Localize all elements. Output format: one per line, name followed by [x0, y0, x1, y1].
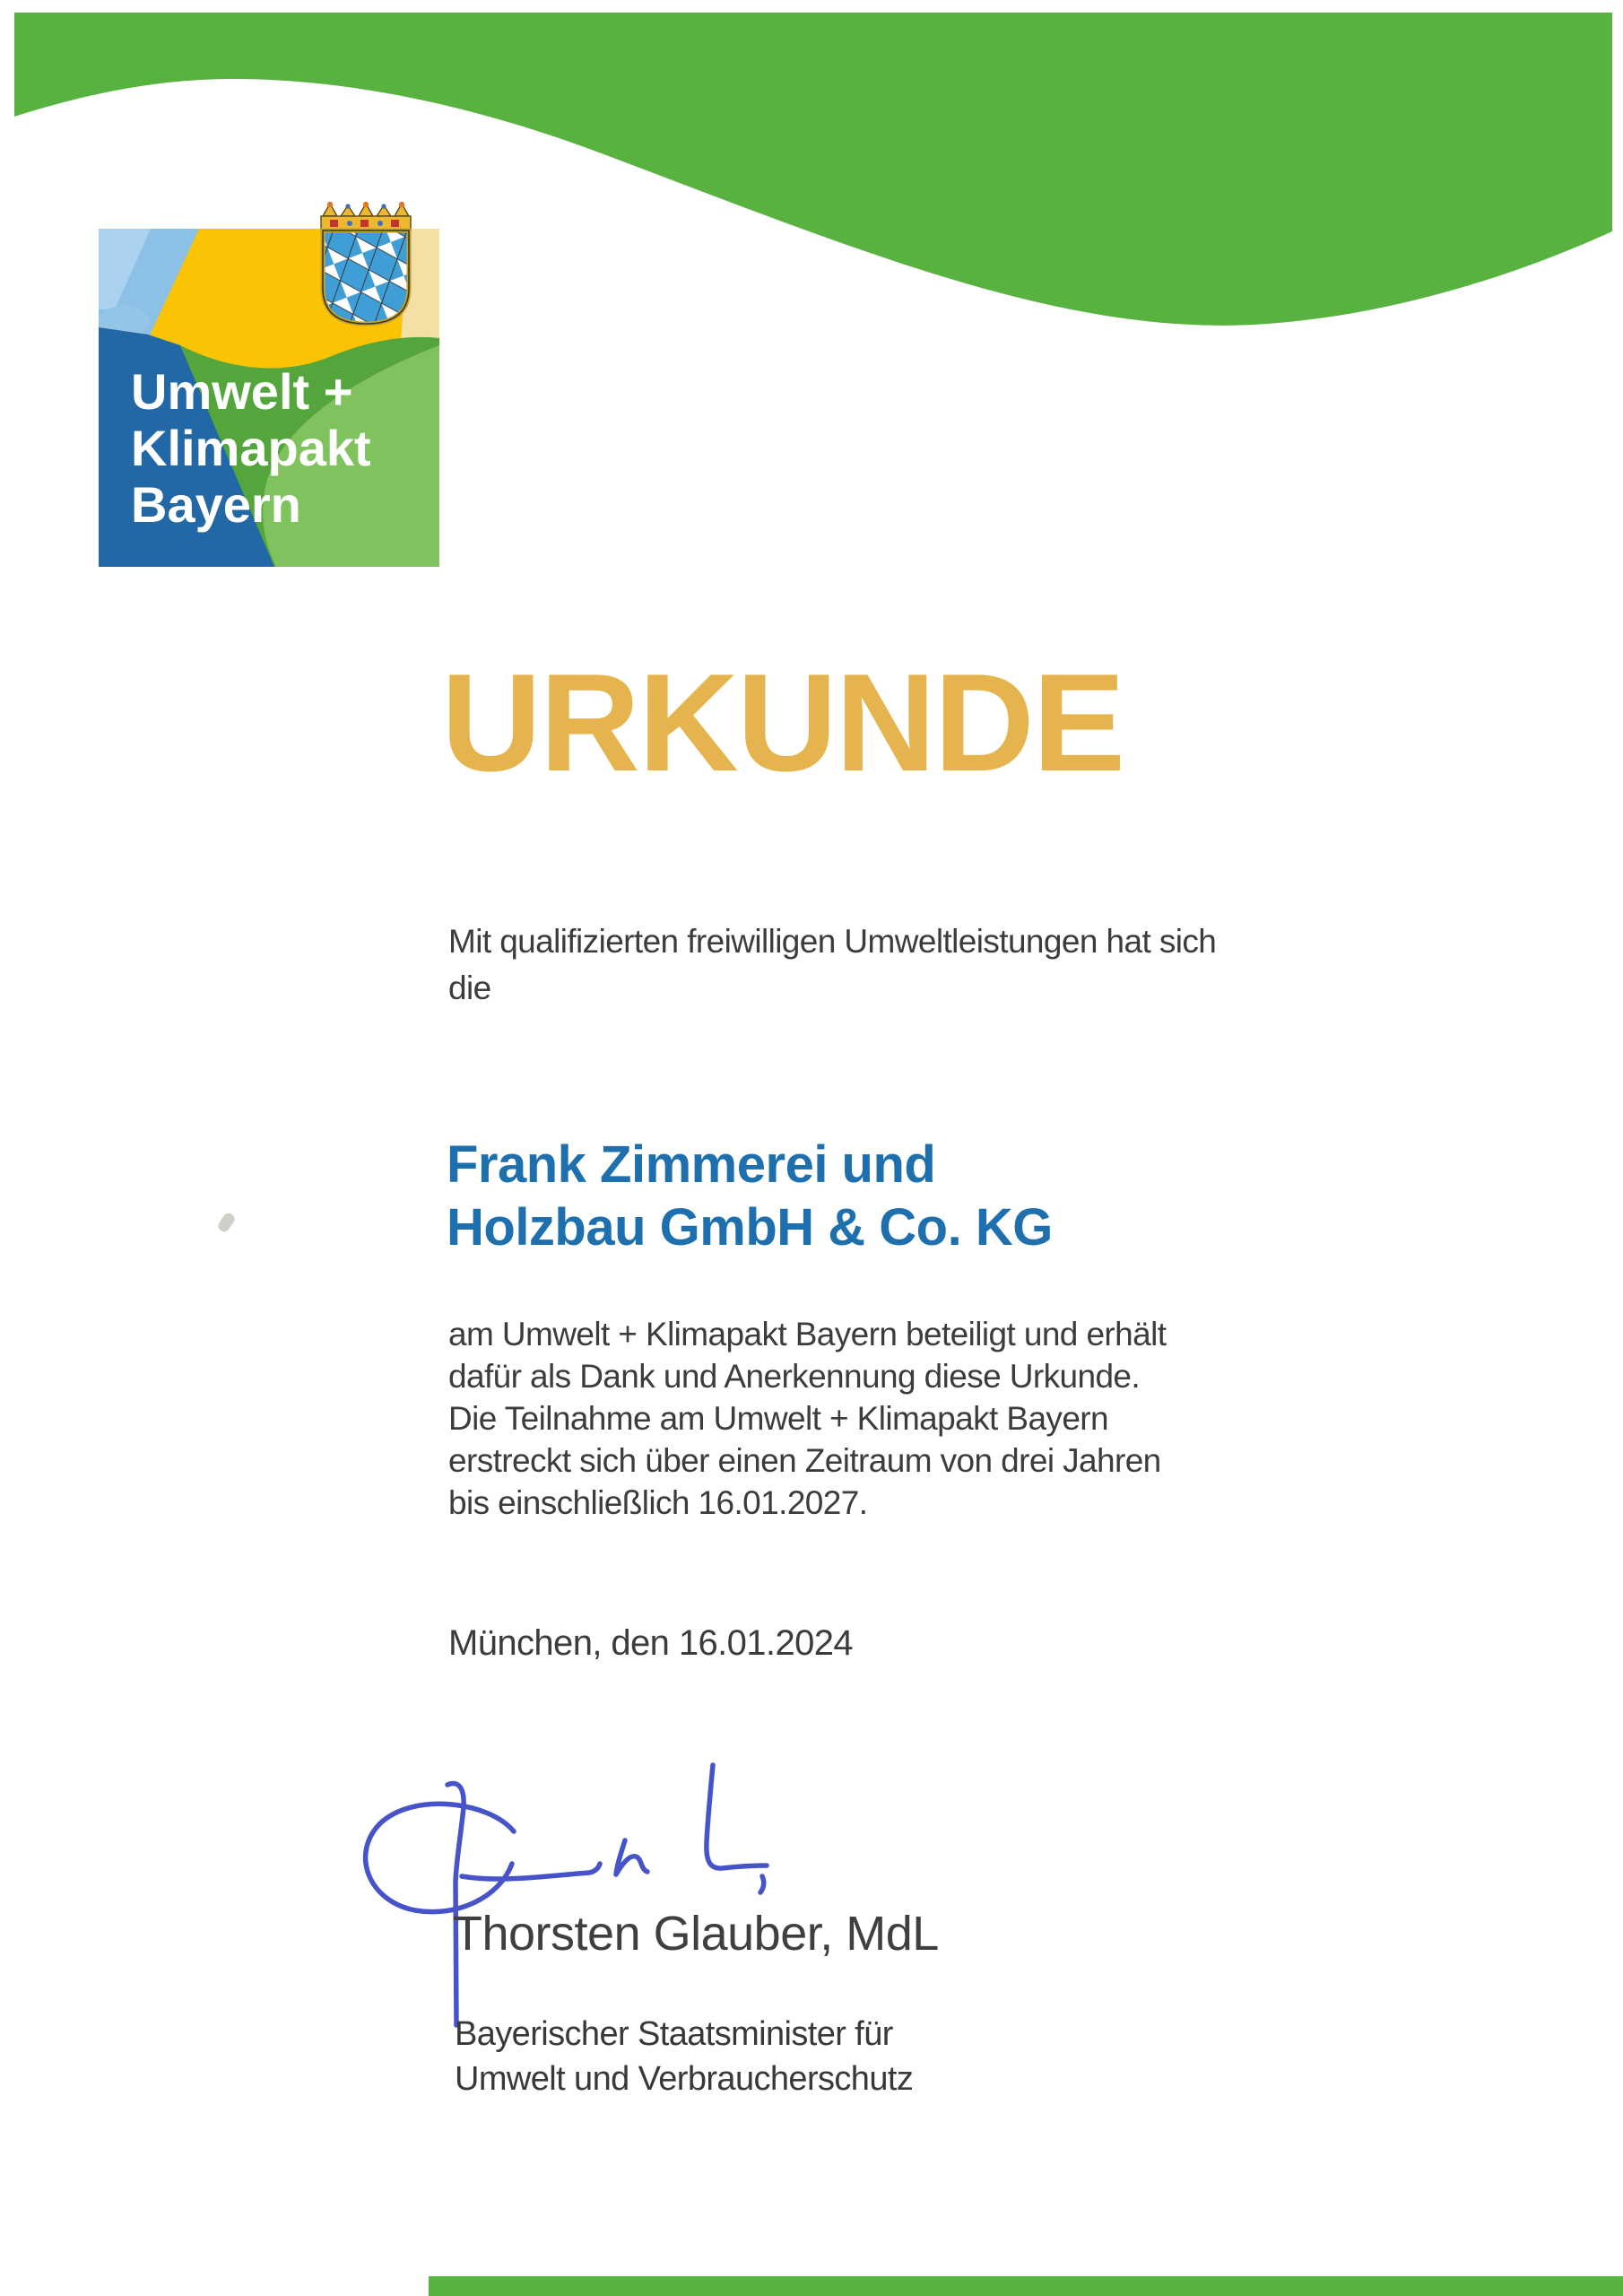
signer-title-line-2: Umwelt und Verbraucherschutz: [455, 2060, 914, 2098]
recipient-line-1: Frank Zimmerei und: [447, 1135, 936, 1194]
logo-line-3: Bayern: [131, 476, 301, 533]
body-line-5: bis einschließlich 16.01.2027.: [448, 1484, 868, 1521]
intro-paragraph: [448, 918, 1216, 1012]
body-paragraph: [448, 1313, 1166, 1524]
intro-line-2: die: [448, 970, 491, 1006]
bottom-green-strip: [429, 2276, 1623, 2296]
crown-icon: [321, 202, 411, 230]
body-line-4: erstreckt sich über einen Zeitraum von drei Jahren: [448, 1442, 1161, 1479]
logo-line-2: Klimapakt: [131, 420, 371, 476]
body-line-1: am Umwelt + Klimapakt Bayern beteiligt und erhält: [448, 1316, 1167, 1352]
signer-title: [455, 2012, 913, 2101]
place-date-line: München, den 16.01.2024: [448, 1623, 854, 1663]
body-line-2: dafür als Dank und Anerkennung diese Urkunde.: [448, 1358, 1141, 1395]
handwritten-signature: [354, 1740, 928, 2036]
umwelt-klimapakt-bayern-logo: [99, 202, 439, 570]
signer-title-line-1: Bayerischer Staatsminister für: [455, 2015, 893, 2053]
bavarian-coat-of-arms-icon: [321, 202, 411, 324]
signer-name: Thorsten Glauber, MdL: [453, 1907, 939, 1961]
scan-smudge-artifact: [216, 1211, 237, 1233]
body-line-3: Die Teilnahme am Umwelt + Klimapakt Bayern: [448, 1400, 1109, 1437]
certificate-title: URKUNDE: [441, 645, 1124, 800]
recipient-line-2: Holzbau GmbH & Co. KG: [447, 1198, 1053, 1257]
intro-line-1: Mit qualifizierten freiwilligen Umweltleistungen hat sich: [448, 923, 1217, 960]
lozenge-shield-icon: [323, 230, 409, 324]
logo-wordmark: [131, 363, 371, 533]
logo-line-1: Umwelt +: [131, 363, 353, 420]
recipient-name: [447, 1134, 1053, 1259]
